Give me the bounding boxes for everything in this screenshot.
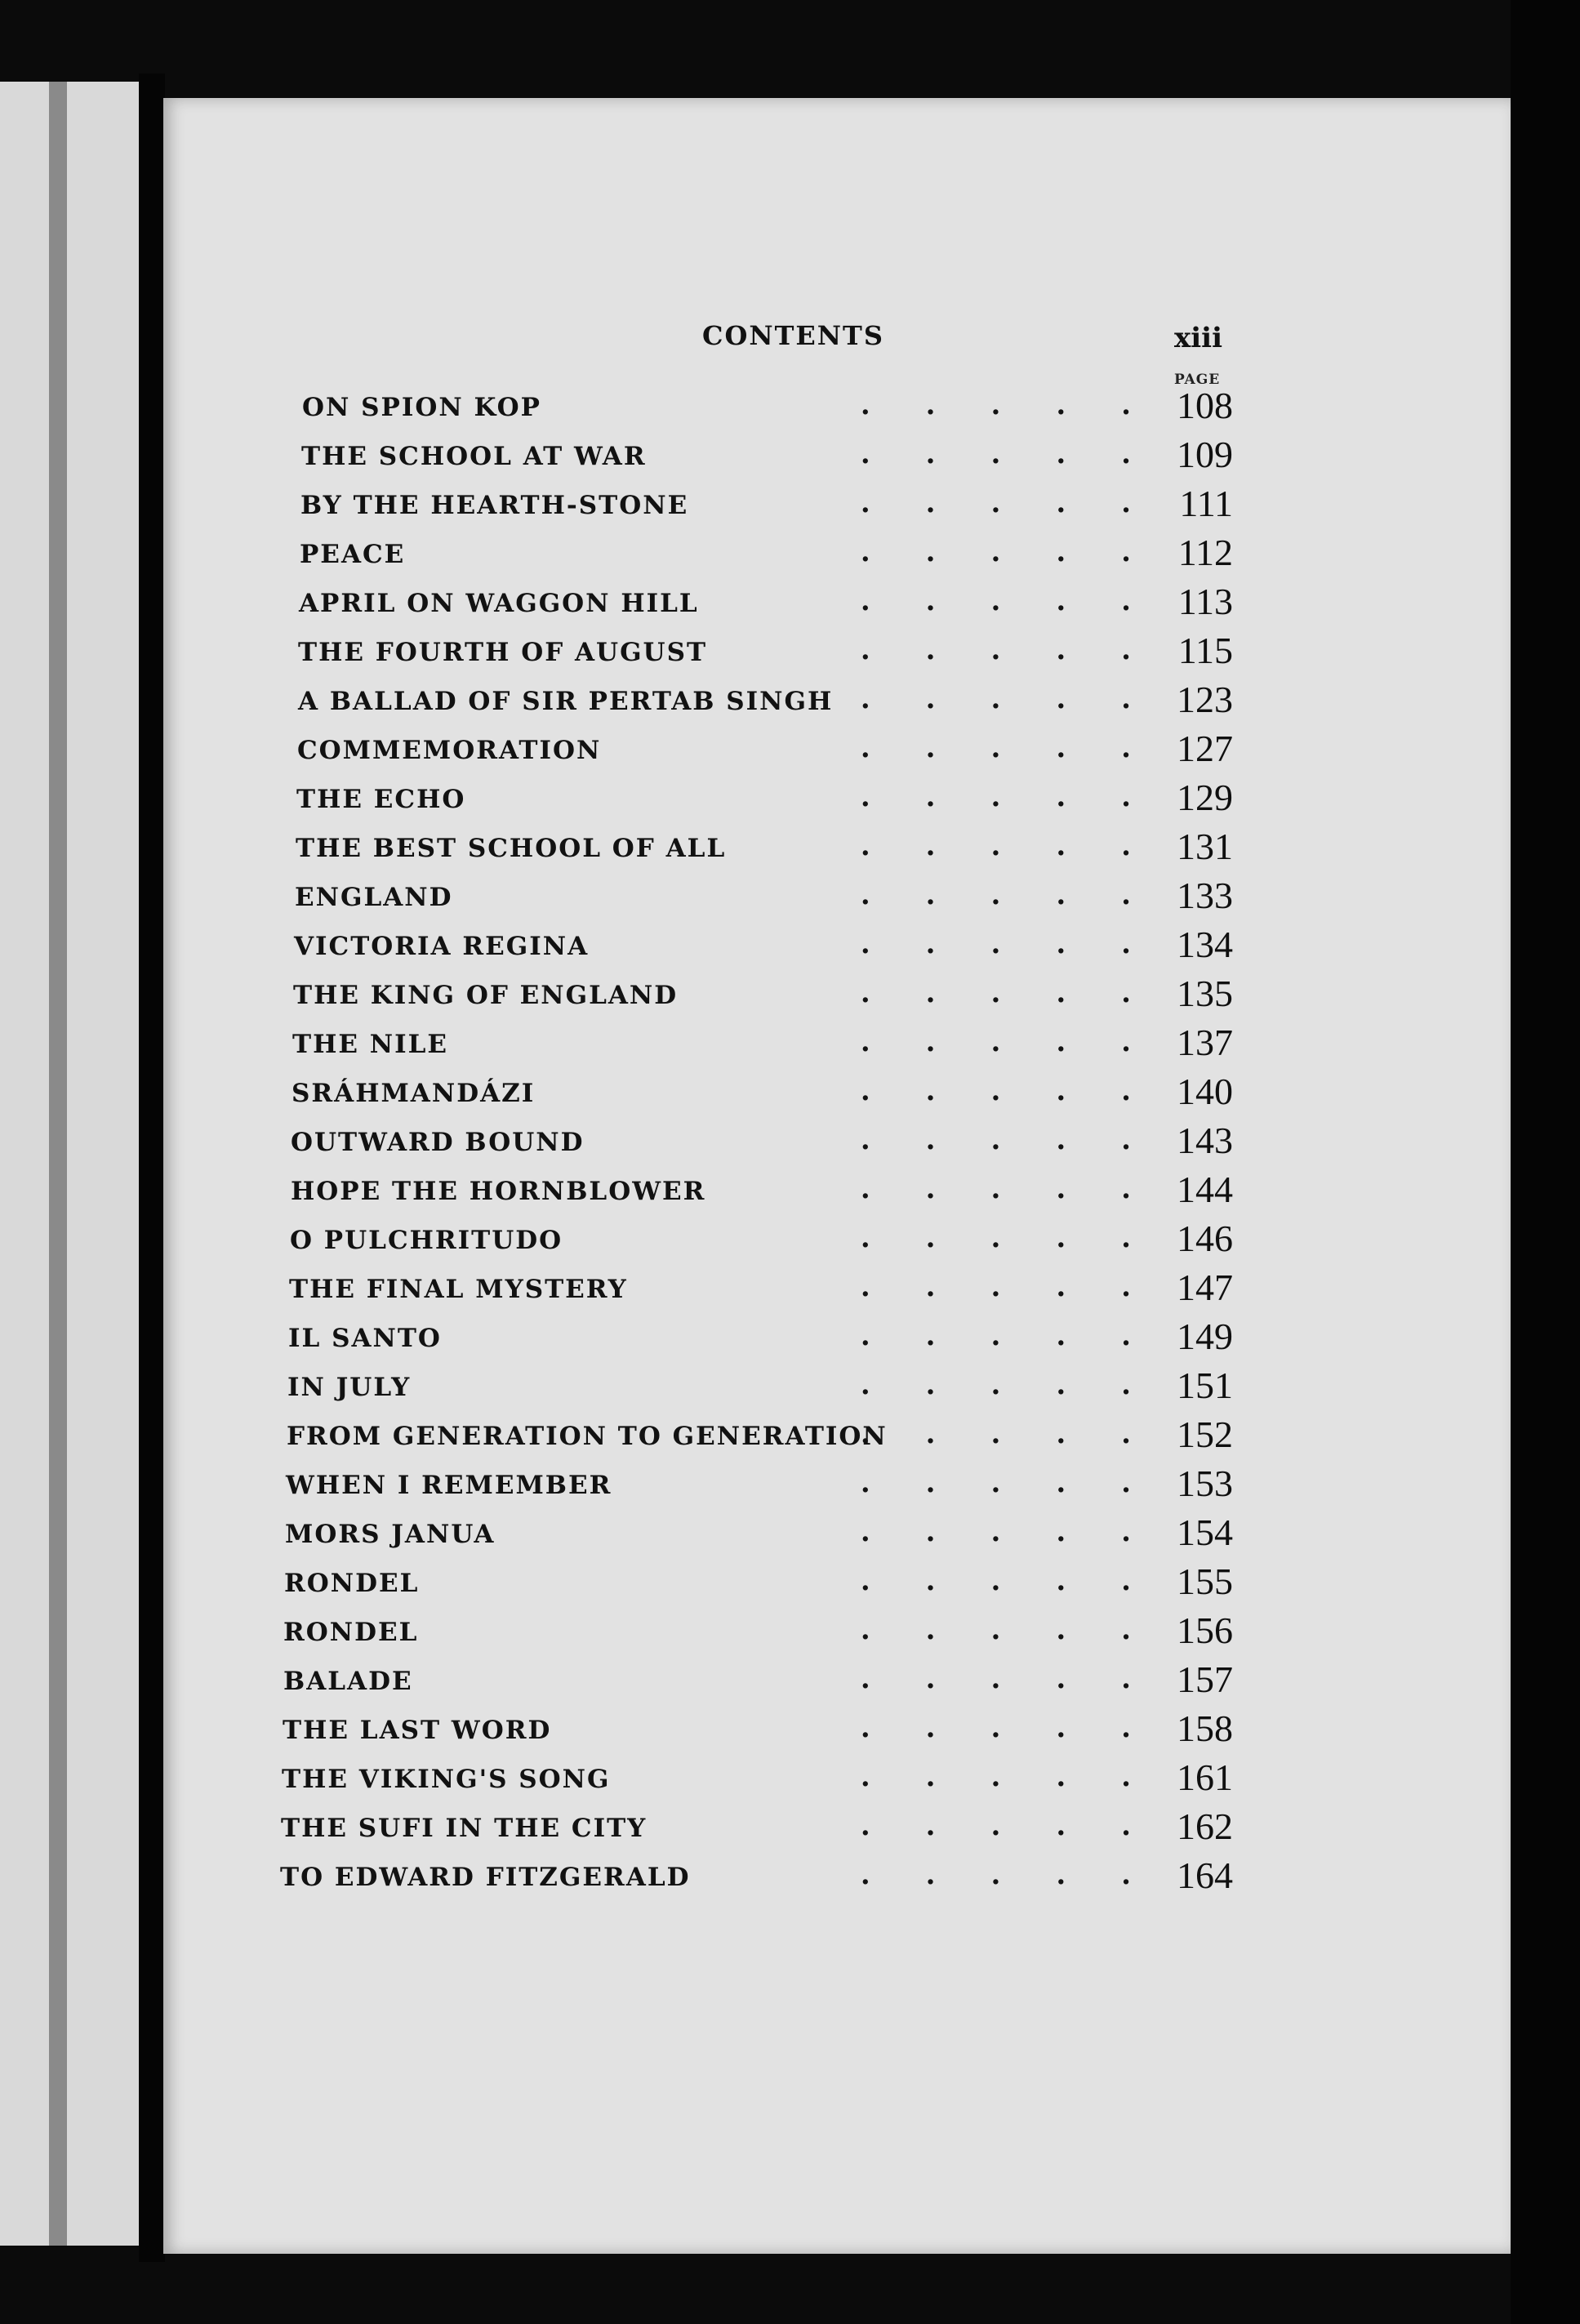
dot-leader: . . . . . — [860, 830, 1131, 862]
dot-leader: . . . . . — [860, 1075, 1131, 1107]
dot-leader: . . . . . — [860, 389, 1131, 421]
toc-entry — [282, 1752, 1241, 1801]
toc-entry — [292, 1066, 1241, 1115]
toc-entry-title: THE FINAL MYSTERY — [289, 1275, 628, 1304]
toc-entry-title: IN JULY — [287, 1373, 412, 1402]
toc-entry-title: WHEN I REMEMBER — [286, 1471, 612, 1500]
toc-entry-page: 151 — [1177, 1365, 1233, 1406]
toc-entry-page: 155 — [1177, 1560, 1233, 1602]
dot-leader: . . . . . — [860, 683, 1131, 715]
toc-entry-title: MORS JANUA — [285, 1520, 496, 1549]
toc-entry-page: 147 — [1177, 1267, 1233, 1308]
dot-leader: . . . . . — [860, 1859, 1131, 1891]
toc-entry — [288, 1311, 1241, 1360]
toc-entry — [283, 1605, 1241, 1654]
toc-entry-page: 154 — [1177, 1511, 1233, 1553]
toc-entry — [289, 1262, 1241, 1311]
toc-entry-page: 143 — [1177, 1120, 1233, 1161]
dot-leader: . . . . . — [860, 1565, 1131, 1597]
dot-leader: . . . . . — [860, 585, 1131, 617]
toc-entry-title: APRIL ON WAGGON HILL — [299, 589, 699, 618]
toc-entry-page: 113 — [1177, 581, 1233, 622]
toc-entry-title: OUTWARD BOUND — [291, 1128, 585, 1157]
toc-entry — [286, 1458, 1241, 1507]
dot-leader: . . . . . — [860, 438, 1131, 470]
toc-entry-title: THE NILE — [292, 1030, 449, 1059]
toc-entry-title: ON SPION KOP — [302, 393, 541, 422]
toc-entry — [291, 1115, 1241, 1164]
toc-entry-page: 133 — [1177, 875, 1233, 916]
toc-entry-page: 115 — [1177, 630, 1233, 671]
table-of-contents — [280, 380, 1241, 1899]
toc-entry — [290, 1213, 1241, 1262]
toc-entry — [283, 1654, 1241, 1703]
dot-leader: . . . . . — [860, 1271, 1131, 1303]
toc-entry — [296, 821, 1241, 870]
toc-entry-title: PEACE — [300, 540, 406, 569]
toc-entry-page: 129 — [1177, 777, 1233, 818]
dot-leader: . . . . . — [860, 928, 1131, 960]
toc-entry-page: 140 — [1177, 1071, 1233, 1112]
toc-entry — [297, 723, 1241, 772]
toc-entry — [300, 478, 1241, 527]
dot-leader: . . . . . — [860, 487, 1131, 519]
toc-entry-title: SRÁHMANDÁZI — [292, 1079, 536, 1108]
toc-entry-title: RONDEL — [283, 1618, 419, 1647]
dot-leader: . . . . . — [860, 977, 1131, 1009]
toc-entry-title: THE SCHOOL AT WAR — [301, 442, 647, 471]
toc-entry — [280, 1850, 1241, 1899]
toc-entry-title: THE LAST WORD — [283, 1716, 552, 1745]
toc-entry-page: 127 — [1177, 728, 1233, 769]
toc-entry — [298, 625, 1241, 674]
dot-leader: . . . . . — [860, 1320, 1131, 1352]
toc-entry — [295, 870, 1241, 919]
toc-entry-page: 131 — [1177, 826, 1233, 867]
toc-entry — [294, 919, 1241, 968]
toc-entry-title: THE BEST SCHOOL OF ALL — [296, 834, 727, 863]
toc-entry — [284, 1556, 1241, 1605]
toc-entry — [292, 1017, 1241, 1066]
toc-entry — [287, 1360, 1241, 1409]
toc-entry-title: COMMEMORATION — [297, 736, 602, 765]
page-column-label: PAGE — [1174, 372, 1221, 388]
toc-entry-title: VICTORIA REGINA — [294, 932, 590, 961]
running-header — [163, 320, 1511, 369]
toc-entry-title: IL SANTO — [288, 1324, 442, 1353]
toc-entry-title: THE KING OF ENGLAND — [293, 981, 679, 1010]
toc-entry-title: THE FOURTH OF AUGUST — [298, 638, 708, 667]
toc-entry — [296, 772, 1241, 821]
dot-leader: . . . . . — [860, 1369, 1131, 1401]
toc-entry-title: THE ECHO — [296, 785, 466, 814]
dot-leader: . . . . . — [860, 1124, 1131, 1156]
toc-entry-page: 123 — [1177, 679, 1233, 720]
toc-entry-page: 135 — [1177, 973, 1233, 1014]
toc-entry-page: 161 — [1177, 1756, 1233, 1798]
toc-entry-title: FROM GENERATION TO GENERATION — [287, 1422, 888, 1451]
toc-entry-page: 109 — [1177, 434, 1233, 475]
dot-leader: . . . . . — [860, 1663, 1131, 1695]
dot-leader: . . . . . — [860, 1418, 1131, 1450]
toc-entry-title: THE VIKING'S SONG — [282, 1765, 611, 1794]
dot-leader: . . . . . — [860, 879, 1131, 911]
dot-leader: . . . . . — [860, 634, 1131, 666]
toc-entry-title: BY THE HEARTH-STONE — [300, 491, 689, 520]
toc-entry-page: 156 — [1177, 1609, 1233, 1651]
toc-entry-page: 158 — [1177, 1707, 1233, 1749]
facing-page-shadow — [49, 82, 67, 2246]
dot-leader: . . . . . — [860, 1026, 1131, 1058]
dot-leader: . . . . . — [860, 781, 1131, 813]
page-title: CONTENTS — [702, 320, 884, 351]
dot-leader: . . . . . — [860, 1222, 1131, 1254]
toc-entry — [283, 1703, 1241, 1752]
toc-entry — [300, 527, 1241, 576]
toc-entry-title: O PULCHRITUDO — [290, 1226, 563, 1255]
dot-leader: . . . . . — [860, 1614, 1131, 1646]
toc-entry-page: 162 — [1177, 1805, 1233, 1847]
toc-entry-page: 137 — [1177, 1022, 1233, 1063]
toc-entry-page: 112 — [1177, 532, 1233, 573]
toc-entry — [298, 674, 1241, 723]
toc-entry — [287, 1409, 1241, 1458]
toc-entry — [293, 968, 1241, 1017]
toc-entry — [301, 429, 1241, 478]
toc-entry — [299, 576, 1241, 625]
dot-leader: . . . . . — [860, 1467, 1131, 1499]
toc-entry-title: ENGLAND — [295, 883, 453, 912]
toc-entry-page: 153 — [1177, 1463, 1233, 1504]
toc-entry-page: 111 — [1179, 483, 1233, 524]
dot-leader: . . . . . — [860, 1516, 1131, 1548]
toc-entry — [291, 1164, 1241, 1213]
facing-page-edge — [0, 82, 149, 2246]
toc-entry-title: RONDEL — [284, 1569, 420, 1598]
toc-entry — [281, 1801, 1241, 1850]
dot-leader: . . . . . — [860, 1761, 1131, 1793]
dot-leader: . . . . . — [860, 536, 1131, 568]
toc-entry-page: 134 — [1177, 924, 1233, 965]
toc-entry-title: TO EDWARD FITZGERALD — [280, 1863, 691, 1892]
dot-leader: . . . . . — [860, 1173, 1131, 1205]
toc-entry-page: 164 — [1177, 1854, 1233, 1896]
toc-entry-title: THE SUFI IN THE CITY — [281, 1814, 648, 1843]
toc-entry-page: 144 — [1177, 1169, 1233, 1210]
toc-entry-title: A BALLAD OF SIR PERTAB SINGH — [298, 687, 834, 716]
toc-entry — [285, 1507, 1241, 1556]
toc-entry-page: 108 — [1177, 385, 1233, 426]
folio-number: xiii — [1174, 322, 1223, 354]
dot-leader: . . . . . — [860, 732, 1131, 764]
scan-border — [1511, 0, 1580, 2324]
toc-entry-title: BALADE — [283, 1667, 413, 1696]
toc-entry-title: HOPE THE HORNBLOWER — [291, 1177, 706, 1206]
toc-entry-page: 152 — [1177, 1414, 1233, 1455]
dot-leader: . . . . . — [860, 1712, 1131, 1744]
book-gutter — [139, 73, 165, 2262]
toc-entry-page: 149 — [1177, 1316, 1233, 1357]
dot-leader: . . . . . — [860, 1810, 1131, 1842]
toc-entry-page: 146 — [1177, 1218, 1233, 1259]
toc-entry-page: 157 — [1177, 1658, 1233, 1700]
toc-entry — [302, 380, 1241, 429]
